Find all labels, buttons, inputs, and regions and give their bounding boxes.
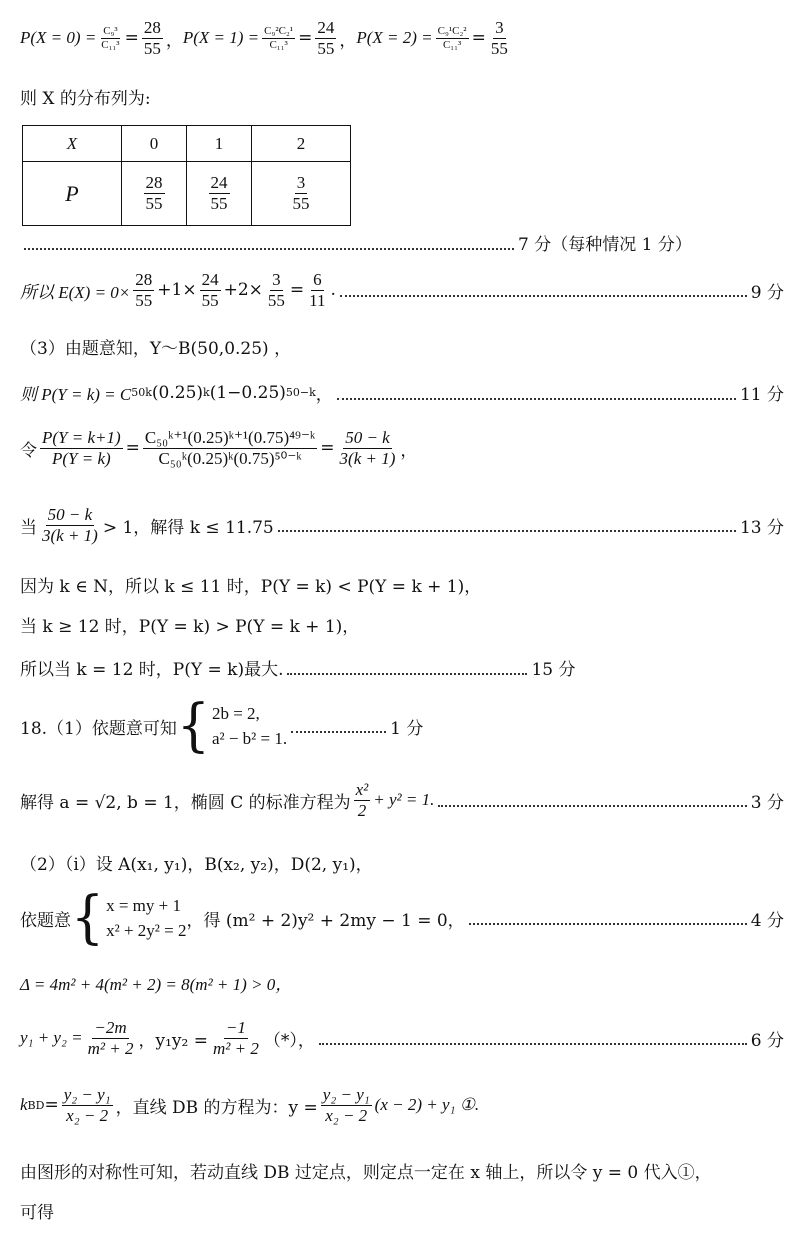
frac-1 [315,18,336,58]
num: 3 [296,173,306,193]
vieta-line [20,1018,784,1058]
sup: 50−k [285,386,316,399]
t: 令 [20,440,37,461]
header-2: 2 [252,126,351,162]
num: 24 [201,270,219,289]
brace-icon: { [71,885,105,951]
score: 7 分（每种情况 1 分） [518,235,692,255]
sep: ， [165,30,183,51]
substitution-line [20,885,784,951]
t: (0.25) [151,382,204,403]
t: +2× [223,280,263,301]
num: 24 [317,18,335,37]
prob-line-1 [20,18,784,58]
num: C₉²C₂¹ [264,24,294,37]
p-x1: P(X = 1) = [182,28,260,48]
ellipse-frac [354,780,371,820]
score-line-7 [20,230,784,255]
row-label-p: P [23,162,122,226]
slope-frac [62,1085,113,1125]
equation-system [176,693,288,759]
setup-points [20,850,784,875]
dot-leader [278,530,736,532]
frac-0 [142,18,163,58]
dot-leader [340,295,747,297]
header-0: 0 [122,126,187,162]
brace-icon: { [176,693,210,759]
eq: = [298,28,313,49]
score: 1 分 [390,718,424,739]
sub: BD [27,1098,45,1112]
ratio-comb-frac [143,428,317,468]
den: 55 [210,194,228,213]
num: 6 [313,270,322,289]
num: x² [355,780,369,799]
num: 50 − k [345,428,390,447]
sup: k [203,386,210,399]
dot-leader [291,731,386,733]
score: 13 分 [739,517,784,538]
num: 50 − k [47,505,93,524]
den: C₁₁³ [101,38,120,51]
eq2: x² + 2y² = 2 [106,921,187,940]
comb-frac-0 [99,25,121,51]
num: 28 [145,173,163,193]
sup: k [145,386,152,399]
text: 可得 [20,1203,54,1223]
p-x0: P(X = 0) = [20,28,97,48]
den: 11 [309,290,326,310]
t: (1−0.25) [209,382,286,403]
score: 3 分 [750,792,784,813]
eq1: 2b = 2, [211,703,260,723]
q18-line [20,693,784,759]
den: 55 [145,194,163,213]
t: 则 P(Y = k) = C [20,385,132,404]
dot-leader [319,1043,747,1045]
t: （*）， [263,1030,315,1051]
header-1: 1 [187,126,252,162]
score: 9 分 [750,282,784,303]
distribution-table [22,125,351,226]
text: 当 k ≥ 12 时，P(Y = k) > P(Y = k + 1)， [20,617,360,637]
equation-system [71,885,187,951]
dot-leader [469,923,747,925]
score: 6 分 [750,1030,784,1051]
den: 2 [357,800,367,820]
f2 [200,270,221,310]
p-x2: P(X = 2) = [356,28,433,48]
score: 4 分 [750,910,784,931]
text: （3）由题意知，Y～B(50,0.25) ， [20,339,292,359]
t: . [330,280,336,301]
num: C₉³ [103,24,118,37]
comb-frac-1 [262,25,295,51]
t: 当 [20,517,37,538]
t: 所以 E(X) = 0× [20,282,131,302]
num: −1 [225,1018,246,1037]
den: C₁₁³ [269,38,288,51]
text: 依题意 [20,910,71,931]
den: m² + 2 [87,1038,134,1058]
eq2: a² − b² = 1. [211,729,288,748]
den: 55 [201,290,219,310]
expectation-line [20,270,784,310]
ratio-frac [40,428,123,468]
t: ，y₁y₂ = [138,1030,208,1051]
t: +1× [157,280,197,301]
cell-p0 [122,162,187,226]
num: C₅₀ᵏ⁺¹(0.25)ᵏ⁺¹(0.75)⁴⁹⁻ᵏ [144,428,316,447]
t: ， [315,385,333,405]
frac-2 [489,18,510,58]
k-case-2 [20,612,784,637]
num: 24 [210,173,228,193]
ellipse-line [20,780,784,820]
eq: = [320,438,335,459]
slope-line [20,1085,784,1125]
eq: = [471,28,486,49]
text: Δ = 4m² + 4(m² + 2) = 8(m² + 1) > 0， [20,975,293,994]
text: 18.（1）依题意可知 [20,718,177,739]
f4 [307,270,327,310]
text: 所以当 k = 12 时，P(Y = k)最大. [20,660,284,680]
eq: = [124,28,139,49]
max-line [20,655,784,680]
num: 28 [143,18,161,37]
t: ， [400,440,418,461]
t: = [289,280,305,301]
line-frac [321,1085,372,1125]
text: 解得 a = √2, b = 1，椭圆 C 的标准方程为 [20,792,351,813]
cell-p2 [252,162,351,226]
dot-leader [438,805,746,807]
den: m² + 2 [212,1038,259,1058]
den: 55 [135,290,153,310]
f1 [133,270,154,310]
cell-p1 [187,162,252,226]
score: 11 分 [739,385,784,405]
num: y₂ − y₁ [322,1085,370,1104]
num: −2m [94,1018,127,1037]
discriminant-line [20,970,784,995]
ineq-frac [40,505,100,545]
den: 55 [292,194,310,213]
den: C₅₀ᵏ(0.25)ᵏ(0.75)⁵⁰⁻ᵏ [158,448,302,468]
t: k [20,1095,28,1115]
t: = [44,1095,59,1116]
ratio-line [20,428,784,468]
sum-frac [86,1018,136,1058]
num: y₂ − y₁ [63,1085,111,1104]
header-x: X [23,126,122,162]
den: 3(k + 1) [42,525,98,545]
t: + y² = 1. [373,790,435,810]
part3-intro [20,334,784,359]
symmetry-line [20,1158,784,1183]
den: 3(k + 1) [339,448,396,468]
k-case-1 [20,572,784,597]
text: 则 X 的分布列为: [20,89,151,109]
dist-intro [20,84,784,109]
t: > 1，解得 k ≤ 11.75 [102,517,274,538]
sub: 50 [131,386,146,399]
dot-leader [24,248,514,250]
den: 55 [317,38,335,58]
t: y₁ + y₂ = [20,1028,83,1048]
t: (x − 2) + y₁ ①. [374,1095,480,1115]
dot-leader [337,398,736,400]
sep: ， [339,30,357,51]
inequality-line [20,505,784,545]
comb-frac-2 [436,25,469,51]
eq1: x = my + 1 [106,895,181,915]
den: 55 [143,38,161,58]
num: C₉¹C₂² [437,24,467,37]
score: 15 分 [531,660,576,680]
den: P(Y = k) [51,448,111,468]
num: 3 [272,270,281,289]
keda-line [20,1198,784,1223]
den: x₂ − 2 [66,1105,109,1125]
ratio-result-frac [338,428,398,468]
num: P(Y = k+1) [42,428,121,447]
text: 因为 k ∈ N，所以 k ≤ 11 时，P(Y = k) < P(Y = k + 1)， [20,577,482,597]
den: 55 [267,290,285,310]
den: x₂ − 2 [325,1105,368,1125]
dot-leader [287,673,527,675]
product-frac [211,1018,261,1058]
binomial-line [20,380,784,405]
text: （2）（ⅰ）设 A(x₁, y₁)，B(x₂, y₂)，D(2, y₁)， [20,855,373,875]
eq: = [125,438,140,459]
den: C₁₁³ [442,38,462,51]
num: 3 [495,18,504,37]
den: 55 [490,38,508,58]
t: ，得 (m² + 2)y² + 2my − 1 = 0， [186,910,465,931]
num: 28 [135,270,153,289]
text: 由图形的对称性可知，若动直线 DB 过定点，则定点一定在 x 轴上，所以令 y = 0 代入①， [20,1163,712,1183]
f3 [266,270,287,310]
t: ，直线 DB 的方程为：y = [115,1097,318,1118]
